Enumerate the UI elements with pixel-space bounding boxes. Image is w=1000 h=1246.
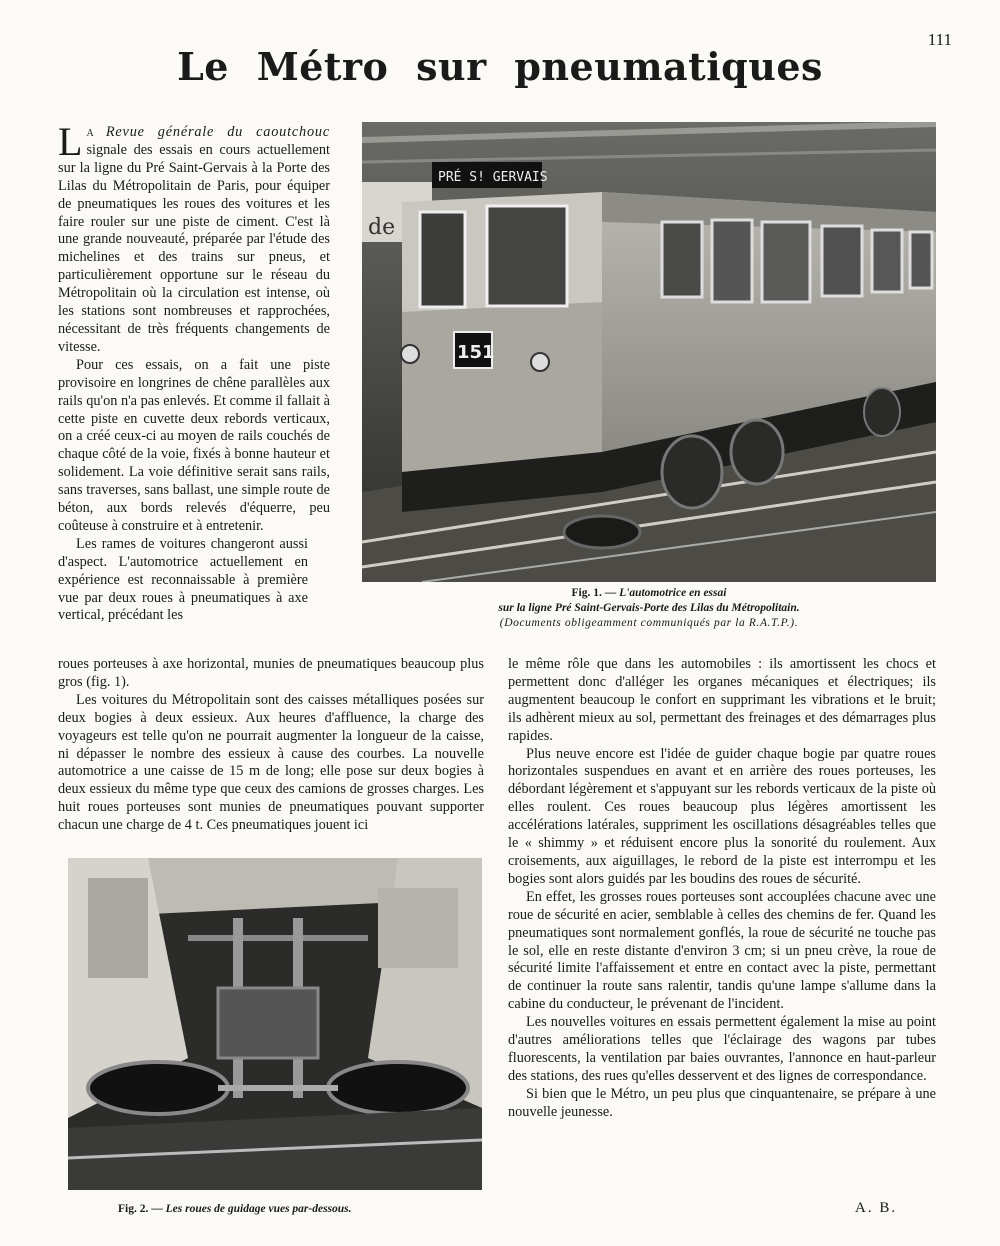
figure-2-caption: [118, 1203, 352, 1215]
drop-cap: L: [58, 119, 83, 164]
train-photo-illustration: [362, 122, 936, 582]
paragraph-4: Les voitures du Métropolitain sont des caisses métalliques posées sur deux bogies à deux essieux. Aux heures d'affluence, la charge des voyageurs est telle qu'on ne pourrait augmenter la longueur de la caisse, ni dépasser le nombre des essieux à cause des courbes. La nouvelle automotrice a une caisse de 15 m de long; elle pose sur deux bogies à deux essieux du même type que ceux des camions de grosses charges. Les huit roues porteuses sont munies de pneumatiques pouvant supporter chacun une charge de 4 t. Ces pneumatiques jouent ici: [58, 691, 484, 834]
left-column-top: [58, 119, 330, 625]
figure-1-caption-line1: L'automotrice en essai: [619, 587, 727, 599]
intro-paragraph: [58, 119, 330, 357]
figure-1-source: (Documents obligeamment communiqués par la R.A.T.P.).: [499, 617, 799, 629]
author-signature: A. B.: [855, 1200, 898, 1216]
right-paragraph-2: Plus neuve encore est l'idée de guider chaque bogie par quatre roues horizontales suspendues en avant et en arrière des roues porteuses, les débordant légèrement et s'appuyant sur les rebords verticaux de la piste où elles roulent. Ces roues beaucoup plus légères amortissent les accélérations latérales, suppriment les oscillations désagréables telles que le « shimmy » et réduisent encore plus la sonorité du roulement. Aux croisements, aux aiguillages, le rebord de la piste est interrompu et les bogies sont alors guidés par les boudins des roues de sécurité.: [508, 745, 936, 887]
right-paragraph-1: le même rôle que dans les automobiles : ils amortissent les chocs et permettent donc d'alléger les organes mécaniques et électriques; ils augmentent beaucoup le confort en supprimant les vibrations et le bruit; ils adhèrent mieux au sol, permettant des freinages et des démarrages plus rapides.: [508, 656, 936, 744]
figure-2-photo: [68, 858, 482, 1190]
right-column: [508, 656, 936, 1122]
guide-wheels-photo-illustration: [68, 858, 482, 1190]
destination-sign-text: PRÉ S! GERVAIS: [438, 170, 548, 185]
left-column-bottom: [58, 656, 484, 835]
figure-2-caption-text: Les roues de guidage vues par-dessous.: [165, 1203, 352, 1215]
page-number: 111: [927, 30, 952, 49]
intro-text: signale des essais en cours actuellement sur la ligne du Pré Saint-Gervais à la Porte des Lilas du Métropolitain de Paris, pour équiper de pneumatiques les roues des voitures et les faire rouler sur une piste de ciment. C'est là une grande nouveauté, préparée par l'étude des michelines et des trains sur pneus, et particulièrement opportune sur le réseau du Métropolitain où la circulation est intense, où les stations sont nombreuses et rapprochées, nécessitant de très fréquents changements de vitesse.: [58, 141, 330, 355]
right-paragraph-4: Les nouvelles voitures en essais permettent également la mise au point d'autres améliorations telles que l'éclairage des wagons par tubes fluorescents, la ventilation par baies ouvrantes, l'annonce en haut-parleur des stations, des rues qu'elles desservent et des lignes de correspondance.: [508, 1014, 936, 1084]
intro-first-word: a: [86, 124, 94, 140]
article-title: Le Métro sur pneumatiques: [177, 44, 823, 89]
right-paragraph-5: Si bien que le Métro, un peu plus que cinquantenaire, se prépare à une nouvelle jeunesse.: [508, 1085, 936, 1120]
station-sign-fragment: de: [368, 215, 396, 240]
figure-1-photo: [362, 122, 936, 582]
figure-2-label: Fig. 2. —: [118, 1203, 163, 1215]
paragraph-3-end: roues porteuses à axe horizontal, munies de pneumatiques beaucoup plus gros (fig. 1).: [58, 656, 484, 690]
right-paragraph-3: En effet, les grosses roues porteuses sont accouplées chacune avec une roue de sécurité en acier, semblable à celles des chemins de fer. Quand les pneumatiques sont normalement gonflés, la roue de sécurité ne touche pas le sol, elle en reste distante d'environ 3 cm; si un pneu crève, la roue de sécurité limite l'affaissement et entre en contact avec la piste, permettant de continuer la route sans ralentir, tandis qu'une lampe s'allume dans la cabine du conducteur, le prévenant de l'incident.: [508, 888, 936, 1013]
figure-1-caption-line2: sur la ligne Pré Saint-Gervais-Porte des Lilas du Métropolitain.: [498, 602, 800, 614]
paragraph-2: Pour ces essais, on a fait une piste provisoire en longrines de chêne parallèles aux rails qu'on n'a pas enlevés. Et comme il fallait à cette piste en cuvette deux rebords verticaux, on a créé ceux-ci au moyen de rails couchés de chaque côté de la voie, fixés à bonne hauteur et solidement. La voie définitive serait sans rails, sans traverses, sans ballast, une simple route de béton, aux bords relevés d'équerre, peu coûteuse à construire et à entretenir.: [58, 356, 330, 534]
paragraph-3-start: Les rames de voitures changeront aussi d'aspect. L'automotrice actuellement en expérience est reconnaissable à première vue par deux roues à pneumatiques à axe vertical, précédant les: [58, 535, 308, 624]
figure-1-label: Fig. 1. —: [571, 587, 617, 599]
journal-name: Revue générale du caoutchouc: [105, 124, 330, 140]
figure-1-caption: [362, 586, 936, 631]
car-number: 151: [457, 342, 495, 363]
